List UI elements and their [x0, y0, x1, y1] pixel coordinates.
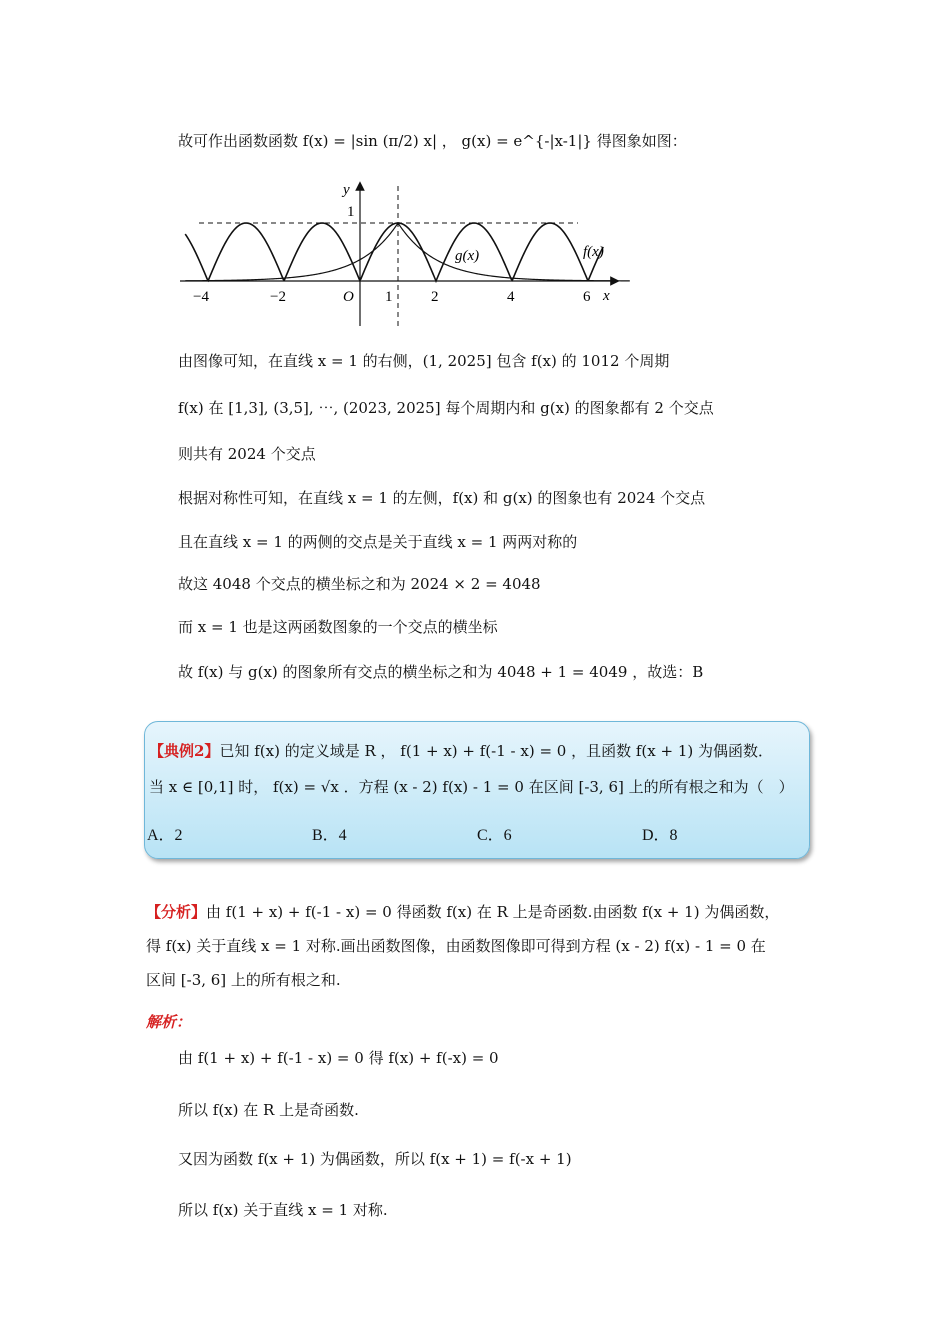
- x-tick-1: 1: [385, 289, 393, 305]
- solution-tag: 解析：: [146, 1013, 192, 1031]
- solution-line-3: 又因为函数 f(x + 1) 为偶函数，所以 f(x + 1) = f(-x + 1): [178, 1150, 572, 1168]
- x-tick-neg2: −2: [270, 289, 286, 305]
- option-c[interactable]: C．6: [477, 827, 512, 844]
- solution-line-1: 由 f(1 + x) + f(-1 - x) = 0 得 f(x) + f(-x) = 0: [178, 1049, 499, 1067]
- x-tick-neg4: −4: [193, 289, 209, 305]
- f-curve: [185, 223, 603, 281]
- analysis-line-2: 得 f(x) 关于直线 x = 1 对称.画出函数图像，由函数图像即可得到方程 (x - 2) f(x) - 1 = 0 在: [146, 937, 766, 955]
- analysis-line-3: 区间 [-3, 6] 上的所有根之和.: [146, 971, 341, 989]
- option-a[interactable]: A．2: [147, 827, 183, 844]
- x-axis-label: x: [603, 288, 610, 304]
- solution-line-2: 所以 f(x) 在 R 上是奇函数.: [178, 1101, 359, 1119]
- text-line-8: 而 x = 1 也是这两函数图象的一个交点的横坐标: [178, 618, 498, 636]
- function-graph: [175, 178, 635, 328]
- example-tag: 【典例2】: [149, 742, 220, 760]
- example-q1: 已知 f(x) 的定义域是 R ， f(1 + x) + f(-1 - x) = 0 ，且函数 f(x + 1) 为偶函数．: [219, 742, 774, 760]
- origin-label: O: [343, 289, 354, 305]
- option-b[interactable]: B．4: [312, 827, 347, 844]
- f-curve-label: f(x): [583, 244, 604, 260]
- text-line-9: 故 f(x) 与 g(x) 的图象所有交点的横坐标之和为 4048 + 1 = 4049 ，故选：B: [178, 663, 704, 681]
- solution-line-4: 所以 f(x) 关于直线 x = 1 对称.: [178, 1201, 388, 1219]
- example-question-line-1: [149, 740, 773, 762]
- analysis-tag: 【分析】: [146, 903, 207, 921]
- x-tick-6: 6: [583, 289, 591, 305]
- x-tick-2: 2: [431, 289, 439, 305]
- option-d[interactable]: D．8: [642, 827, 678, 844]
- y-axis-label: y: [343, 182, 350, 198]
- analysis-a1: 由 f(1 + x) + f(-1 - x) = 0 得函数 f(x) 在 R 上是奇函数.由函数 f(x + 1) 为偶函数，: [206, 903, 780, 921]
- text-line-1: 故可作出函数函数 f(x) = |sin (π/2) x| ， g(x) = e^{-|x-1|} 得图象如图：: [178, 132, 687, 150]
- analysis-line-1: [146, 901, 779, 923]
- text-line-5: 根据对称性可知，在直线 x = 1 的左侧，f(x) 和 g(x) 的图象也有 2024 个交点: [178, 489, 706, 507]
- g-curve-label: g(x): [455, 248, 480, 264]
- y-tick-1: 1: [347, 204, 355, 220]
- text-line-3: f(x) 在 [1,3], (3,5], ⋯, (2023, 2025] 每个周期内和 g(x) 的图象都有 2 个交点: [178, 399, 714, 417]
- example-question-line-2: 当 x ∈ [0,1] 时， f(x) = √x ．方程 (x - 2) f(x) - 1 = 0 在区间 [-3, 6] 上的所有根之和为（ ）: [149, 778, 794, 796]
- text-line-4: 则共有 2024 个交点: [178, 445, 316, 463]
- text-line-2: 由图像可知，在直线 x = 1 的右侧，(1, 2025] 包含 f(x) 的 1012 个周期: [178, 352, 670, 370]
- text-line-7: 故这 4048 个交点的横坐标之和为 2024 × 2 = 4048: [178, 575, 541, 593]
- text-line-6: 且在直线 x = 1 的两侧的交点是关于直线 x = 1 两两对称的: [178, 533, 578, 551]
- x-tick-4: 4: [507, 289, 515, 305]
- example-box: [144, 721, 810, 859]
